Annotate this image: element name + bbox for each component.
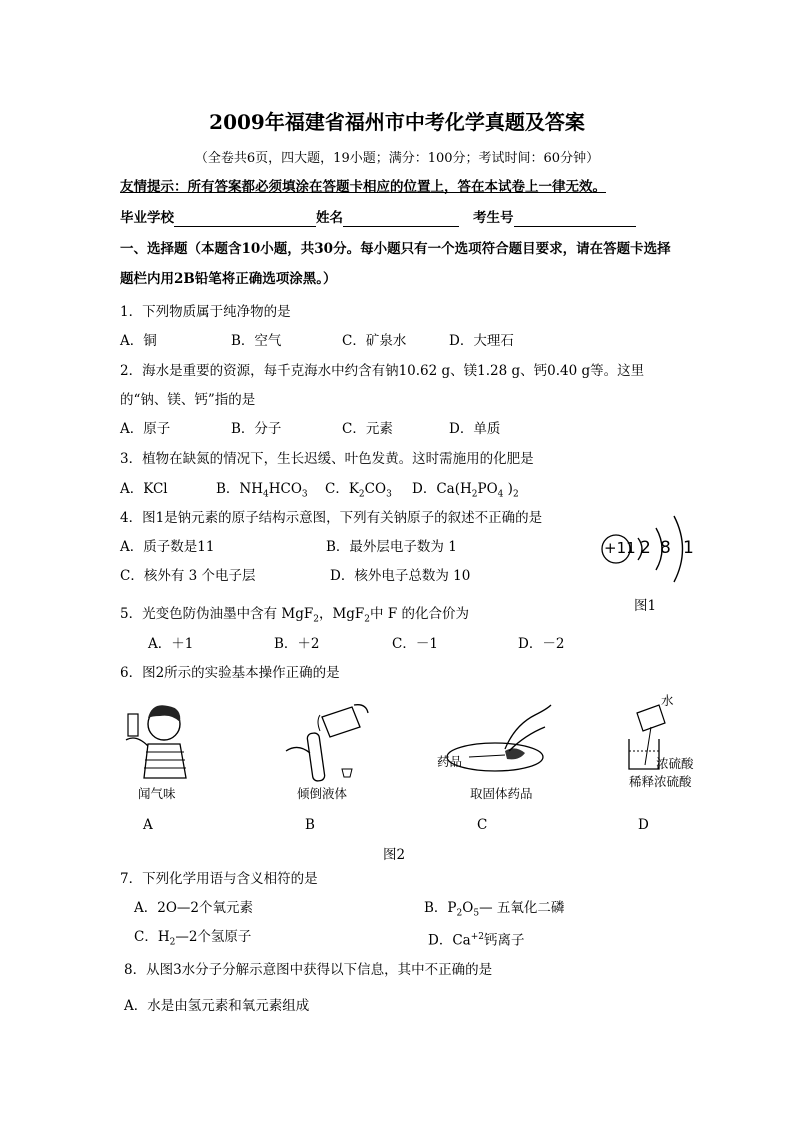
q5-option-d: D．－2 — [518, 636, 565, 652]
q5-option-c: C．－1 — [392, 636, 438, 652]
q1-option-b: B．空气 — [231, 333, 282, 349]
q3-option-a: A．KCl — [120, 481, 168, 497]
label-take-solid: 取固体药品 — [470, 786, 533, 801]
q5-option-a: A．＋1 — [148, 636, 194, 652]
q2-option-a: A．原子 — [120, 421, 171, 437]
q4-option-a: A．质子数是11 — [120, 539, 215, 555]
q6-letter-d: D — [638, 817, 649, 833]
name-blank[interactable] — [343, 212, 459, 227]
q2-option-d: D．单质 — [449, 421, 501, 437]
q6-stem: 6．图2所示的实验基本操作正确的是 — [120, 665, 340, 681]
q3-option-c: C．$K_2CO_3$ — [325, 481, 392, 500]
q7-option-c: C．$H_2—2$个氢原子 — [134, 929, 252, 948]
q3-option-b: B．$NH_4HCO_3$ — [216, 481, 308, 500]
q1-option-a: A．铜 — [120, 333, 157, 349]
school-label: 毕业学校 — [120, 210, 174, 226]
exam-no-label: 考生号 — [473, 210, 514, 226]
q7-option-d: D．$Ca^{+2}$钙离子 — [428, 932, 525, 949]
q6-letter-a: A — [143, 817, 153, 833]
q5-stem: 5．光变色防伪油墨中含有 MgF$_2$，MgF$_2$中 F 的化合价为 — [120, 606, 469, 625]
smell-gas-illustration — [122, 700, 192, 780]
figure2-caption: 图2 — [383, 847, 406, 863]
section1-heading-2: 题栏内用2B铅笔将正确选项涂黑。） — [120, 271, 337, 287]
q2-option-b: B．分子 — [231, 421, 282, 437]
q2-stem-2: 的“钠、镁、钙”指的是 — [120, 392, 256, 408]
exam-no-blank[interactable] — [514, 212, 636, 227]
q4-option-d: D．核外电子总数为 10 — [330, 568, 471, 584]
q1-stem: 1．下列物质属于纯净物的是 — [120, 304, 291, 320]
q4-option-c: C．核外有 3 个电子层 — [120, 568, 256, 584]
q1-option-c: C．矿泉水 — [342, 333, 407, 349]
q8-option-a: A．水是由氢元素和氧元素组成 — [124, 998, 310, 1014]
school-blank[interactable] — [174, 212, 316, 227]
figure1-caption: 图1 — [634, 598, 657, 614]
q6-letter-b: B — [305, 817, 315, 833]
q5-option-b: B．＋2 — [274, 636, 320, 652]
pour-liquid-illustration — [280, 703, 370, 783]
q4-stem: 4．图1是钠元素的原子结构示意图，下列有关钠原子的叙述不正确的是 — [120, 510, 543, 526]
q6-letter-c: C — [477, 817, 488, 833]
label-smell-gas: 闻气味 — [138, 786, 176, 801]
shell-2-electrons: 8 — [660, 538, 671, 558]
section1-heading-1: 一、选择题（本题含10小题，共30分。每小题只有一个选项符合题目要求，请在答题卡选择 — [120, 241, 671, 257]
q1-option-d: D．大理石 — [449, 333, 514, 349]
shell-1-electrons: 2 — [640, 538, 651, 558]
q2-option-c: C．元素 — [342, 421, 393, 437]
q3-option-d: D．$Ca(H_2PO_4$ )$_2$ — [412, 481, 519, 500]
q3-stem: 3．植物在缺氮的情况下，生长迟缓、叶色发黄。这时需施用的化肥是 — [120, 451, 534, 467]
q7-option-a: A．2O—2个氧元素 — [134, 900, 253, 916]
name-label: 姓名 — [316, 210, 343, 226]
label-water: 水 — [661, 693, 674, 708]
nucleus-charge: +11 — [604, 539, 636, 557]
q2-stem-1: 2．海水是重要的资源，每千克海水中约含有钠10.62 g、镁1.28 g、钙0.40 g等。这里 — [120, 363, 645, 379]
shell-3-electrons: 1 — [683, 538, 694, 558]
q7-stem: 7．下列化学用语与含义相符的是 — [120, 871, 318, 887]
page-title: 2009年福建省福州市中考化学真题及答案 — [209, 110, 585, 134]
exam-subtitle: （全卷共6页，四大题，19小题；满分：100分；考试时间：60分钟） — [194, 151, 600, 166]
q7-option-b: B．$P_2O_5—$ 五氧化二磷 — [424, 900, 565, 919]
label-medicine: 药品 — [437, 754, 463, 769]
q4-option-b: B．最外层电子数为 1 — [326, 539, 457, 555]
label-pour-liquid: 倾倒液体 — [297, 786, 348, 801]
q8-stem: 8．从图3水分子分解示意图中获得以下信息，其中不正确的是 — [124, 962, 493, 978]
label-conc-sulfuric: 浓硫酸 — [656, 756, 694, 771]
notice: 友情提示：所有答案都必须填涂在答题卡相应的位置上，答在本试卷上一律无效。 — [120, 179, 606, 195]
label-dilute-acid: 稀释浓硫酸 — [629, 774, 692, 789]
info-line — [120, 209, 636, 227]
